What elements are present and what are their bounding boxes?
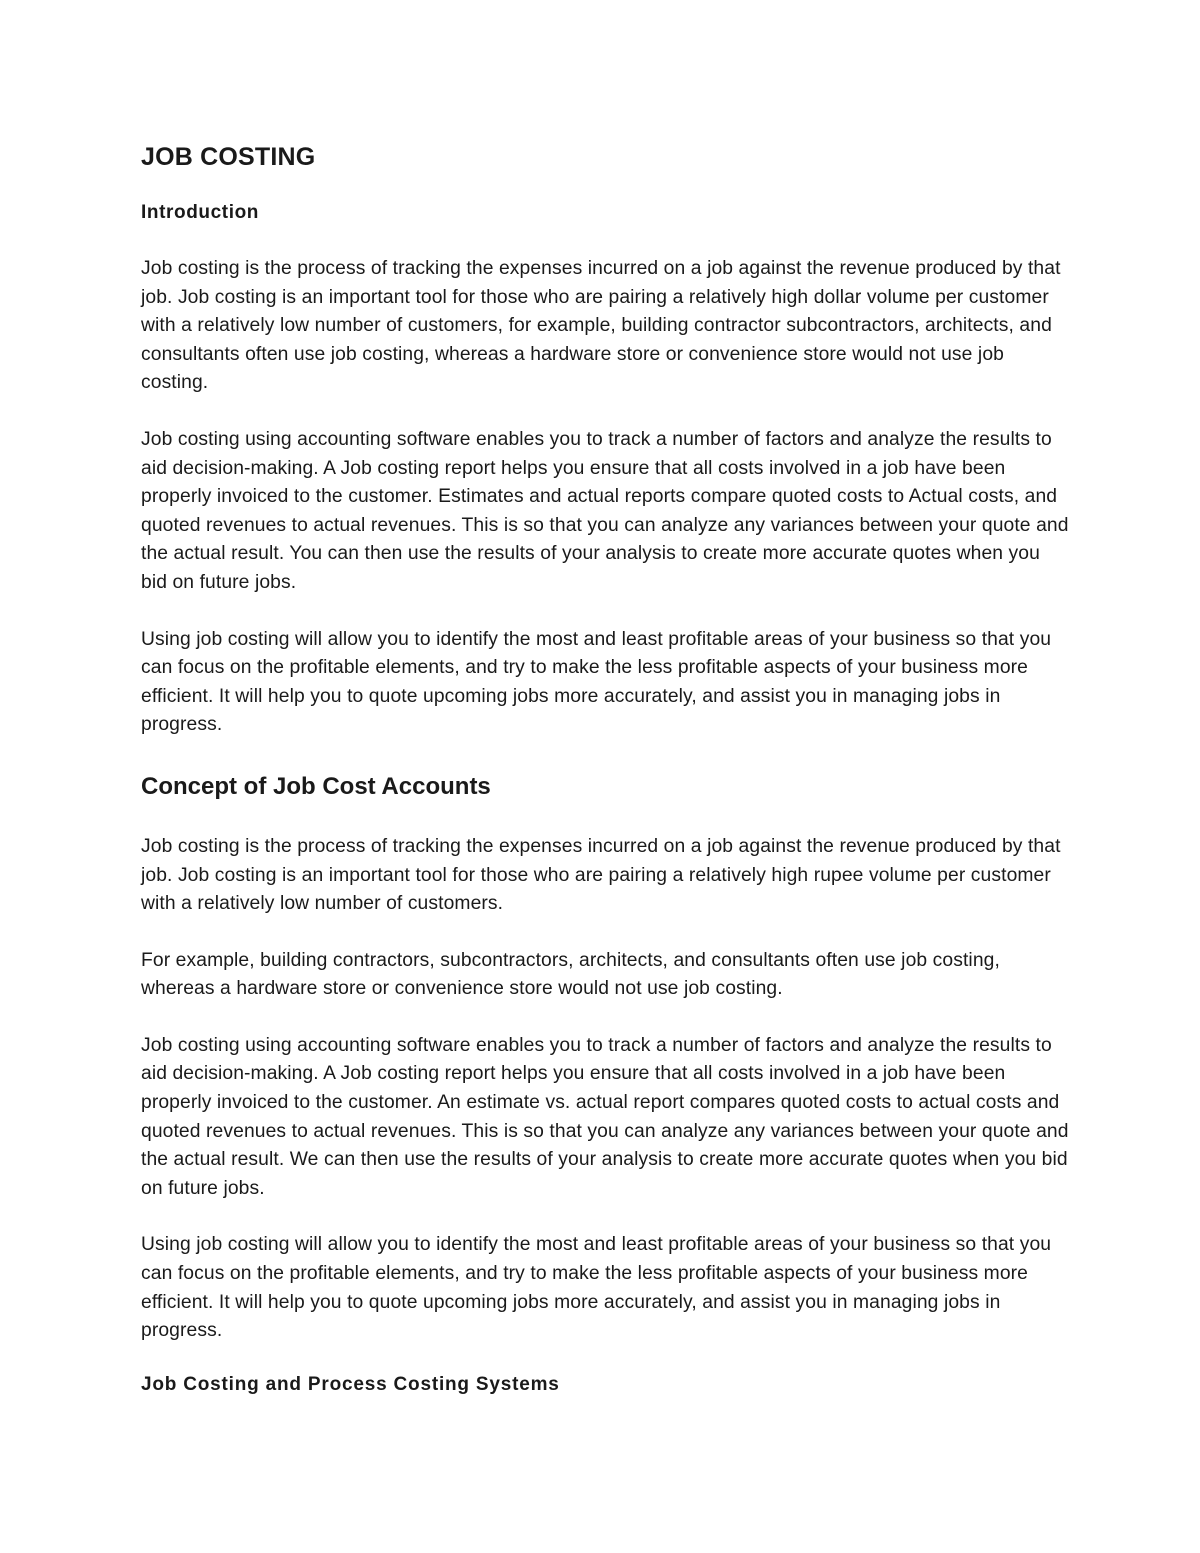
- concept-paragraph-1: Job costing is the process of tracking the expenses incurred on a job against the revenue produced by that job. Job costing is an important tool for those who are pairing a relatively high rupee volume per customer with a relatively low number of customers.: [141, 835, 1061, 915]
- concept-paragraph-2: For example, building contractors, subcontractors, architects, and consultants often use job costing, whereas a hardware store or convenience store would not use job costing.: [141, 949, 1000, 1000]
- document-page: [141, 140, 1071, 1398]
- intro-paragraph-1: Job costing is the process of tracking the expenses incurred on a job against the revenue produced by that job. Job costing is an important tool for those who are pairing a relatively high dollar volume per customer with a relatively low number of customers, for example, building contractor subcontractors, architects, and consultants often use job costing, whereas a hardware store or convenience store would not use job costing.: [141, 258, 1061, 394]
- intro-paragraph-3: Using job costing will allow you to identify the most and least profitable areas of your business so that you can focus on the profitable elements, and try to make the less profitable aspects of your business more efficient. It will help you to quote upcoming jobs more accurately, and assist you in managing jobs in progress.: [141, 628, 1052, 736]
- concept-paragraph-3: Job costing using accounting software enables you to track a number of factors and analyze the results to aid decision-making. A Job costing report helps you ensure that all costs involved in a job have been properly invoiced to the customer. An estimate vs. actual report compares quoted costs to actual costs and quoted revenues to actual revenues. This is so that you can analyze any variances between your quote and the actual result. We can then use the results of your analysis to create more accurate quotes when you bid on future jobs.: [141, 1034, 1069, 1199]
- concept-heading: Concept of Job Cost Accounts: [141, 772, 491, 800]
- intro-paragraph-2: Job costing using accounting software enables you to track a number of factors and analyze the results to aid decision-making. A Job costing report helps you ensure that all costs involved in a job have been properly invoiced to the customer. Estimates and actual reports compare quoted costs to Actual costs, and quoted revenues to actual revenues. This is so that you can analyze any variances between your quote and the actual result. You can then use the results of your analysis to create more accurate quotes when you bid on future jobs.: [141, 428, 1069, 593]
- systems-heading: Job Costing and Process Costing Systems: [141, 1373, 560, 1395]
- document-title: JOB COSTING: [141, 143, 316, 171]
- concept-paragraph-4: Using job costing will allow you to identify the most and least profitable areas of your business so that you can focus on the profitable elements, and try to make the less profitable aspects of your business more efficient. It will help you to quote upcoming jobs more accurately, and assist you in managing jobs in progress.: [141, 1234, 1052, 1342]
- introduction-heading: Introduction: [141, 202, 260, 223]
